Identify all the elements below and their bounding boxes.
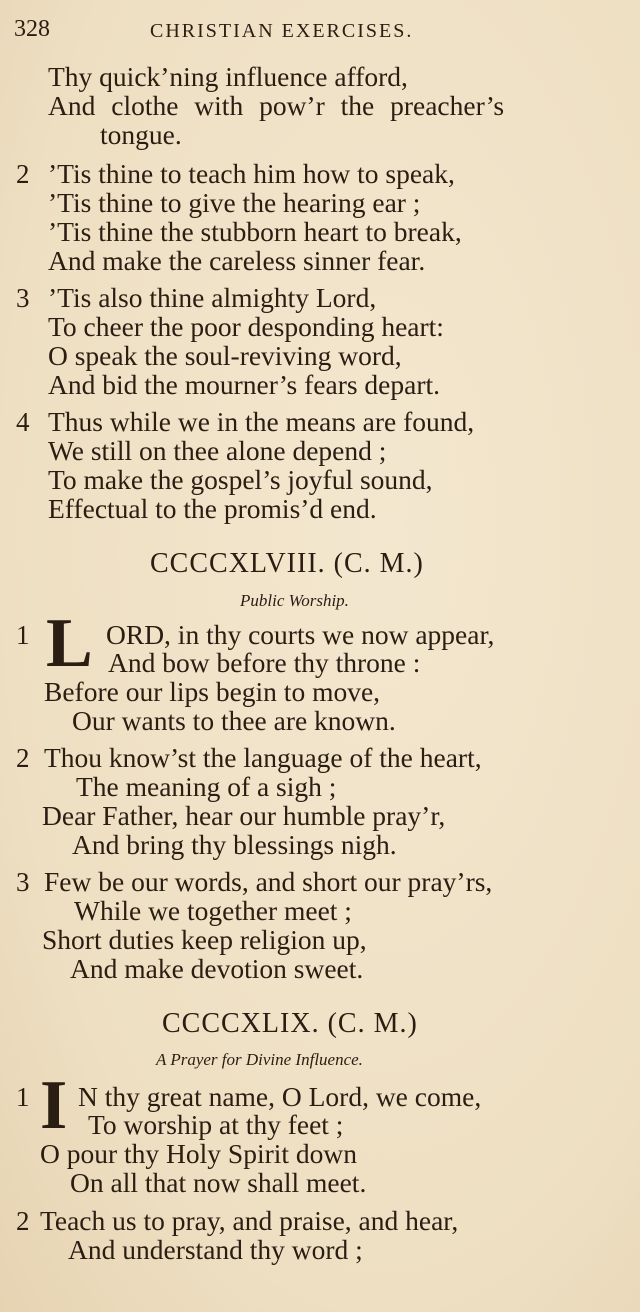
- verse-line: ’Tis thine to teach him how to speak,: [48, 158, 455, 189]
- verse-line: And bow before thy throne :: [108, 647, 421, 678]
- verse-line: ’Tis thine the stubborn heart to break,: [48, 216, 462, 247]
- verse-line: Few be our words, and short our pray’rs,: [44, 866, 493, 897]
- verse-line: The meaning of a sigh ;: [76, 771, 337, 802]
- verse-line: We still on thee alone depend ;: [48, 435, 387, 466]
- verse-line: Dear Father, hear our humble pray’r,: [42, 800, 446, 831]
- drop-cap: L: [46, 605, 93, 682]
- verse-line: N thy great name, O Lord, we come,: [78, 1081, 482, 1112]
- verse-line: Thy quick’ning influence afford,: [48, 61, 408, 92]
- verse-line: And clothe with pow’r the preacher’s: [48, 90, 505, 121]
- verse-line: And bid the mourner’s fears depart.: [48, 369, 441, 400]
- verse-line: Thus while we in the means are found,: [48, 406, 475, 437]
- verse-line: ’Tis also thine almighty Lord,: [48, 282, 377, 313]
- verse-line: Before our lips begin to move,: [44, 676, 381, 707]
- hymn-title: CCCCXLVIII. (C. M.): [150, 548, 424, 579]
- verse-line: To cheer the poor desponding heart:: [48, 311, 444, 342]
- stanza-number: 2: [16, 159, 30, 189]
- stanza-number: 1: [16, 620, 30, 650]
- stanza-number: 2: [16, 743, 30, 773]
- verse-line: O speak the soul-reviving word,: [48, 340, 402, 371]
- verse-line: To worship at thy feet ;: [88, 1109, 344, 1140]
- verse-line: And understand thy word ;: [68, 1234, 363, 1265]
- verse-line: Teach us to pray, and praise, and hear,: [40, 1205, 459, 1236]
- verse-line: tongue.: [100, 119, 182, 150]
- hymn-subtitle: Public Worship.: [240, 591, 349, 610]
- stanza-number: 3: [16, 867, 30, 897]
- hymn-title: CCCCXLIX. (C. M.): [162, 1008, 418, 1039]
- verse-line: And make the careless sinner fear.: [48, 245, 426, 276]
- verse-line: Short duties keep religion up,: [42, 924, 367, 955]
- verse-line: Effectual to the promis’d end.: [48, 493, 377, 524]
- stanza-number: 1: [16, 1082, 30, 1112]
- verse-line: Thou know’st the language of the heart,: [44, 742, 482, 773]
- verse-line: Our wants to thee are known.: [72, 705, 396, 736]
- verse-line: And make devotion sweet.: [70, 953, 364, 984]
- verse-line: ORD, in thy courts we now appear,: [106, 619, 495, 650]
- verse-line: ’Tis thine to give the hearing ear ;: [48, 187, 421, 218]
- page-number: 328: [14, 16, 50, 42]
- drop-cap: I: [40, 1067, 68, 1144]
- stanza-number: 3: [16, 283, 30, 313]
- stanza-number: 4: [16, 407, 30, 437]
- hymn-subtitle: A Prayer for Divine Influence.: [156, 1050, 363, 1069]
- verse-line: To make the gospel’s joyful sound,: [48, 464, 433, 495]
- stanza-number: 2: [16, 1206, 30, 1236]
- verse-line: On all that now shall meet.: [70, 1167, 367, 1198]
- verse-line: And bring thy blessings nigh.: [72, 829, 397, 860]
- verse-line: O pour thy Holy Spirit down: [40, 1138, 358, 1169]
- running-head: CHRISTIAN EXERCISES.: [150, 20, 414, 42]
- verse-line: While we together meet ;: [74, 895, 352, 926]
